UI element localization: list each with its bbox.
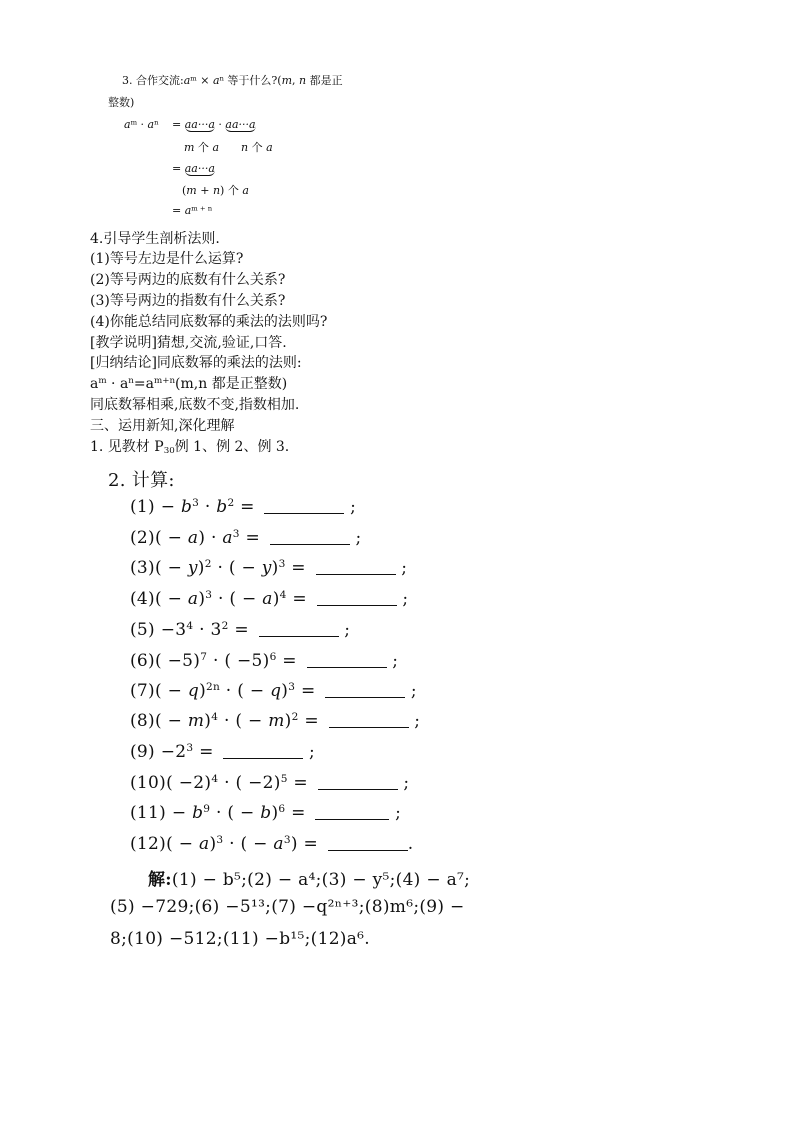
section4-heading: 4.引导学生剖析法则. (90, 231, 220, 247)
section-three-heading: 三、运用新知,深化理解 (90, 418, 235, 434)
derivation-under-m: m 个 a (184, 141, 219, 154)
answer-blank[interactable] (264, 499, 344, 514)
derivation-under-n: n 个 a (241, 141, 273, 154)
exercise-item-2: $(2)( - a) \cdot a^3$ = ; (130, 528, 362, 548)
answer-line-3: 8;(10) −512;(11) −b¹⁵;(12)a⁶. (110, 929, 370, 949)
exercise-item-1: $(1) - b^3 \cdot b^2$ = ; (130, 497, 357, 517)
answer-blank[interactable] (329, 713, 409, 728)
exercise-item-5: $(5) -3^4 \cdot 3^2$ = ; (130, 620, 351, 640)
exercise-item-10: $(10)( -2)^4$ · ( −2)$^5$ = ; (130, 773, 410, 793)
question-4: (4)你能总结同底数幂的乘法的法则吗? (90, 314, 328, 330)
exercise-item-6: $(6)( -5)^7$ · ( −5)$^6$ = ; (130, 651, 399, 671)
answer-blank[interactable] (328, 836, 408, 851)
exercise-item-7: $(7)( - q)^{2n}$ · ( − q)$^3$ = ; (130, 681, 417, 701)
answer-blank[interactable] (223, 744, 303, 759)
section3-heading-continued: 整数) (108, 96, 135, 109)
derivation-step2: = aa···a (172, 162, 215, 175)
answer-line-1: 解:(1) − b⁵;(2) − a⁴;(3) − y⁵;(4) − a⁷; (148, 870, 471, 890)
textbook-reference: 1. 见教材 $P_{30}$例 1、例 2、例 3. (90, 439, 290, 457)
question-2: (2)等号两边的底数有什么关系? (90, 272, 286, 288)
question-1: (1)等号左边是什么运算? (90, 251, 244, 267)
answer-blank[interactable] (316, 560, 396, 575)
answer-blank[interactable] (317, 591, 397, 606)
derivation-lhs: $a^m \cdot a^n$ (124, 118, 159, 131)
exercise-item-3: $(3)( - y)^2$ · ( − y)$^3$ = ; (130, 558, 408, 578)
section3-heading: 3. 合作交流$:a^m \times a^n$ 等于什么?(m, n 都是正 (122, 74, 343, 87)
answer-blank[interactable] (325, 683, 405, 698)
answer-blank[interactable] (270, 530, 350, 545)
rule-formula: $a^m \cdot a^n=a^{m+n}(m,n$ 都是正整数) (90, 376, 288, 392)
exercise-item-4: $(4)( - a)^3$ · ( − a)$^4$ = ; (130, 589, 409, 609)
answer-blank[interactable] (315, 805, 389, 820)
exercise-title: 2. 计算: (108, 470, 175, 491)
derivation-step3: = $a^{m + n}$ (172, 204, 213, 217)
exercise-item-11: $(11) - b^9$ · ( − b)$^6$ = ; (130, 803, 402, 823)
derivation-step1: = aa···a · aa···a (172, 118, 256, 131)
rule-statement: 同底数幂相乘,底数不变,指数相加. (90, 397, 300, 413)
exercise-item-9: $(9) -2^3$ = ; (130, 742, 316, 762)
exercise-item-8: $(8)( - m)^4$ · ( − m)$^2$ = ; (130, 711, 421, 731)
exercise-item-12: $(12)( - a)^3$ · ( − $a^3$) = . (130, 834, 414, 854)
derivation-under-mn: (m + n) 个 a (182, 184, 249, 197)
answer-blank[interactable] (318, 775, 398, 790)
answer-blank[interactable] (307, 653, 387, 668)
answer-blank[interactable] (259, 622, 339, 637)
teaching-note: [教学说明]猜想,交流,验证,口答. (90, 335, 287, 351)
question-3: (3)等号两边的指数有什么关系? (90, 293, 286, 309)
answer-line-2: (5) −729;(6) −5¹³;(7) −q²ⁿ⁺³;(8)m⁶;(9) − (110, 897, 465, 917)
conclusion-title: [归纳结论]同底数幂的乘法的法则: (90, 355, 302, 371)
